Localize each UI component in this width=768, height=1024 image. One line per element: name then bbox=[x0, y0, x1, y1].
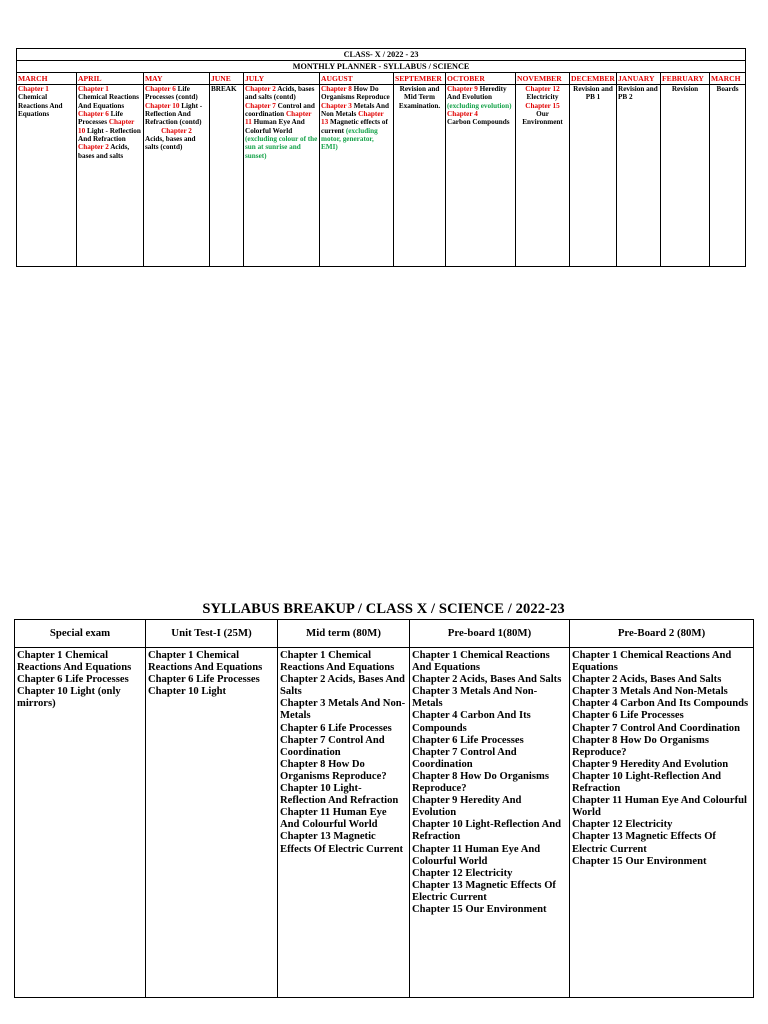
chapter-item: Chapter 8 How Do Organisms Reproduce? bbox=[412, 770, 549, 795]
month-header-march-2: MARCH bbox=[710, 73, 746, 85]
chapter-item: Chapter 9 Heredity And Evolution bbox=[412, 795, 522, 819]
chapter-item: Chapter 10 Light (only mirrors) bbox=[17, 686, 121, 710]
chapter-label: Chapter 13 bbox=[321, 110, 384, 127]
breakup-title: SYLLABUS BREAKUP / CLASS X / SCIENCE / 2022-23 bbox=[202, 601, 565, 617]
chapter-name: Acids, bases and salts bbox=[78, 143, 130, 160]
month-cell-february bbox=[661, 85, 710, 267]
month-cell-june bbox=[210, 85, 244, 267]
breakup-header-mid-term: Mid term (80M) bbox=[278, 620, 410, 648]
chapter-name: Life Processes (contd) bbox=[145, 85, 198, 102]
chapter-item: Chapter 3 Metals And Non-Metals bbox=[412, 686, 538, 710]
chapter-label: Chapter 4 bbox=[447, 110, 478, 119]
chapter-name: Control and coordination bbox=[245, 101, 315, 119]
chapter-item: Chapter 6 Life Processes bbox=[412, 734, 524, 746]
chapter-name: Electricity bbox=[526, 93, 559, 102]
month-cell-july bbox=[244, 85, 320, 267]
breakup-header-pre-board-1: Pre-board 1(80M) bbox=[410, 620, 570, 648]
month-header-september: SEPTEMBER bbox=[394, 73, 446, 85]
month-cell-may bbox=[144, 85, 210, 267]
month-cell-september bbox=[394, 85, 446, 267]
chapter-label: Chapter 10 bbox=[78, 118, 135, 135]
chapter-label: Chapter 1 bbox=[78, 85, 109, 93]
chapter-item: Chapter 1 Chemical Reactions And Equations bbox=[17, 650, 132, 674]
chapter-item: Chapter 6 Life Processes bbox=[572, 710, 684, 722]
chapter-item: Chapter 8 How Do Organisms Reproduce? bbox=[280, 758, 387, 782]
month-content-row bbox=[17, 85, 746, 267]
breakup-header-special-exam: Special exam bbox=[15, 620, 146, 648]
chapter-item: Chapter 6 Life Processes bbox=[280, 722, 392, 734]
syllabus-breakup-table bbox=[14, 619, 754, 998]
chapter-label: Chapter 15 bbox=[525, 101, 560, 110]
chapter-label: Chapter 3 bbox=[321, 101, 352, 110]
chapter-item: Chapter 1 Chemical Reactions And Equations bbox=[412, 650, 550, 674]
chapter-item: Chapter 4 Carbon And Its Compounds bbox=[412, 710, 531, 734]
chapter-item: Chapter 12 Electricity bbox=[412, 867, 513, 879]
chapter-item: Chapter 2 Acids, Bases And Salts bbox=[412, 674, 562, 686]
chapter-item: Chapter 4 Carbon And Its Compounds bbox=[572, 698, 749, 710]
month-header-january: JANUARY bbox=[617, 73, 661, 85]
chapter-item: Chapter 15 Our Environment bbox=[572, 855, 707, 867]
breakup-body-row bbox=[15, 648, 754, 998]
chapter-list bbox=[412, 650, 567, 916]
chapter-item: Chapter 15 Our Environment bbox=[412, 903, 547, 915]
chapter-item: Chapter 10 Light-Reflection And Refraction bbox=[280, 783, 399, 807]
chapter-note: (excluding motor, generator, EMI) bbox=[321, 126, 378, 152]
chapter-name: Metals And Non Metals bbox=[321, 101, 389, 119]
chapter-item: Chapter 13 Magnetic Effects Of Electric Current bbox=[572, 831, 716, 855]
month-header-august: AUGUST bbox=[320, 73, 394, 85]
breakup-col-pre-board-2 bbox=[570, 648, 754, 998]
month-header-december: DECEMBER bbox=[571, 74, 615, 83]
revision-text: Revision bbox=[671, 85, 699, 93]
chapter-name: Our Environment bbox=[522, 110, 563, 127]
chapter-item: Chapter 12 Electricity bbox=[572, 819, 673, 831]
chapter-item: Chapter 11 Human Eye And Colourful World bbox=[412, 843, 541, 867]
chapter-name: Acids, bases and salts (contd) bbox=[145, 135, 196, 152]
month-header-february: FEBRUARY bbox=[661, 73, 710, 85]
chapter-label: Chapter 11 bbox=[245, 110, 312, 127]
chapter-note: (excluding evolution) bbox=[447, 101, 512, 110]
chapter-label: Chapter 12 bbox=[525, 85, 560, 93]
chapter-label: Chapter 6 bbox=[145, 85, 176, 93]
breakup-col-unit-test bbox=[146, 648, 278, 998]
chapter-item: Chapter 2 Acids, Bases And Salts bbox=[280, 674, 405, 698]
revision-text: Revision and PB 1 bbox=[573, 85, 613, 102]
chapter-label: Chapter 6 bbox=[78, 110, 109, 119]
chapter-item: Chapter 9 Heredity And Evolution bbox=[572, 758, 729, 770]
month-header-march: MARCH bbox=[17, 73, 77, 85]
chapter-item: Chapter 10 Light bbox=[148, 686, 227, 698]
chapter-list bbox=[17, 650, 143, 710]
monthly-planner-table bbox=[16, 48, 746, 267]
month-cell-december bbox=[570, 85, 617, 267]
breakup-header-unit-test: Unit Test-I (25M) bbox=[146, 620, 278, 648]
chapter-label: Chapter 10 bbox=[145, 101, 180, 110]
chapter-name: Heredity And Evolution bbox=[447, 85, 507, 102]
month-header-june: JUNE bbox=[210, 73, 244, 85]
chapter-name: Human Eye And Colorful World bbox=[245, 118, 305, 135]
chapter-item: Chapter 10 Light-Reflection And Refraction bbox=[412, 819, 562, 843]
chapter-label: Chapter 9 bbox=[447, 85, 478, 93]
chapter-name: Life Processes bbox=[78, 110, 123, 127]
chapter-label: Chapter 8 bbox=[321, 85, 352, 93]
chapter-item: Chapter 1 Chemical Reactions And Equations bbox=[572, 650, 732, 674]
month-cell-march bbox=[17, 85, 77, 267]
breakup-header-pre-board-2: Pre-Board 2 (80M) bbox=[570, 620, 754, 648]
chapter-name: Chemical Reactions And Equations bbox=[78, 93, 139, 110]
chapter-label: Chapter 2 bbox=[245, 85, 276, 93]
revision-text: Revision and Mid Term Examination. bbox=[398, 85, 441, 110]
break-text: BREAK bbox=[211, 85, 237, 93]
chapter-item: Chapter 11 Human Eye And Colourful World bbox=[572, 795, 747, 819]
chapter-item: Chapter 13 Magnetic Effects Of Electric Current bbox=[412, 879, 556, 903]
chapter-name: Magnetic effects of current bbox=[321, 118, 388, 135]
month-cell-march-2 bbox=[710, 85, 746, 267]
breakup-col-mid-term bbox=[278, 648, 410, 998]
breakup-col-pre-board-1 bbox=[410, 648, 570, 998]
chapter-item: Chapter 13 Magnetic Effects Of Electric Current bbox=[280, 831, 404, 855]
chapter-label: Chapter 2 bbox=[78, 143, 109, 152]
chapter-list bbox=[148, 650, 275, 698]
chapter-item: Chapter 1 Chemical Reactions And Equations bbox=[280, 650, 395, 674]
month-cell-november bbox=[516, 85, 570, 267]
month-header-april: APRIL bbox=[77, 73, 144, 85]
chapter-item: Chapter 2 Acids, Bases And Salts bbox=[572, 674, 722, 686]
month-cell-april bbox=[77, 85, 144, 267]
chapter-name: Light - Reflection And Refraction (contd) bbox=[145, 101, 203, 127]
revision-text: Revision and PB 2 bbox=[618, 85, 658, 102]
chapter-item: Chapter 6 Life Processes bbox=[17, 674, 129, 686]
chapter-item: Chapter 7 Control And Coordination bbox=[412, 746, 517, 770]
month-header-may: MAY bbox=[144, 73, 210, 85]
chapter-item: Chapter 3 Metals And Non-Metals bbox=[280, 698, 406, 722]
chapter-item: Chapter 6 Life Processes bbox=[148, 674, 260, 686]
month-header-november: NOVEMBER bbox=[516, 73, 570, 85]
chapter-name: Carbon Compounds bbox=[447, 118, 510, 127]
chapter-label: Chapter 1 bbox=[18, 85, 49, 93]
month-header-row bbox=[17, 73, 746, 85]
planner-subtitle: MONTHLY PLANNER - SYLLABUS / SCIENCE bbox=[17, 61, 746, 73]
chapter-name: Chemical Reactions And Equations bbox=[18, 93, 63, 119]
chapter-item: Chapter 3 Metals And Non-Metals bbox=[572, 686, 728, 698]
class-line: CLASS- X / 2022 - 23 bbox=[17, 49, 746, 61]
chapter-item: Chapter 11 Human Eye And Colourful World bbox=[280, 807, 387, 831]
chapter-item: Chapter 1 Chemical Reactions And Equations bbox=[148, 650, 263, 674]
month-cell-august bbox=[320, 85, 394, 267]
chapter-list bbox=[572, 650, 751, 868]
chapter-name: Acids, bases and salts (contd) bbox=[245, 85, 315, 102]
breakup-col-special-exam bbox=[15, 648, 146, 998]
month-header-july: JULY bbox=[244, 73, 320, 85]
chapter-name: Light - Reflection And Refraction bbox=[78, 126, 141, 144]
chapter-item: Chapter 10 Light-Reflection And Refraction bbox=[572, 770, 722, 795]
chapter-label: Chapter 7 bbox=[245, 101, 276, 110]
month-cell-october bbox=[446, 85, 516, 267]
chapter-list bbox=[280, 650, 407, 856]
chapter-note: (excluding colour of the sun at sunrise and sunset) bbox=[245, 135, 318, 160]
chapter-label: Chapter 2 bbox=[161, 126, 192, 135]
boards-text: Boards bbox=[716, 85, 739, 93]
breakup-header-row bbox=[15, 620, 754, 648]
chapter-item: Chapter 7 Control And Coordination bbox=[280, 734, 385, 758]
chapter-item: Chapter 7 Control And Coordination bbox=[572, 722, 740, 734]
chapter-item: Chapter 8 How Do Organisms Reproduce? bbox=[572, 734, 709, 758]
chapter-name: How Do Organisms Reproduce bbox=[321, 85, 390, 102]
month-cell-january bbox=[617, 85, 661, 267]
month-header-october: OCTOBER bbox=[446, 73, 516, 85]
